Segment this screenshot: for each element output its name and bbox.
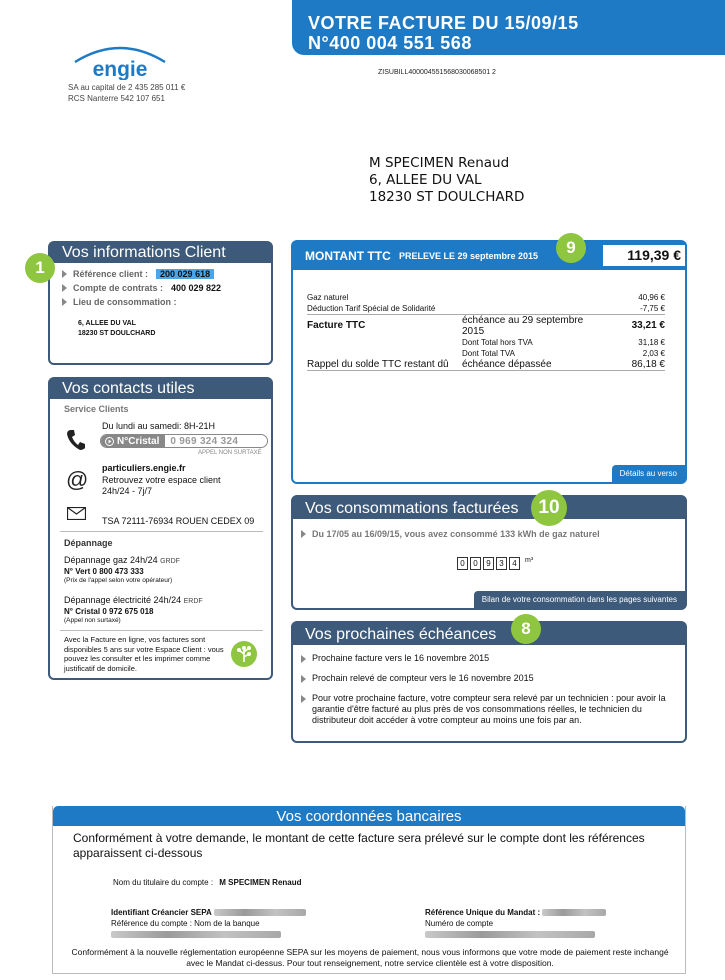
location-city: 18230 ST DOULCHARD (78, 330, 156, 337)
engie-logo (70, 40, 170, 80)
recipient-city: 18230 ST DOULCHARD (369, 189, 525, 205)
amount-line-label: Rappel du solde TTC restant dû (307, 359, 462, 371)
step-badge-10: 10 (531, 490, 567, 526)
elec-note: (Appel non surtaxé) (64, 617, 121, 624)
bank-details-box (52, 806, 686, 974)
amount-line-label (307, 348, 462, 359)
location-label: Lieu de consommation : (73, 297, 177, 307)
tree-icon (230, 640, 258, 668)
elec-provider: ERDF (183, 598, 203, 605)
location-address (78, 319, 155, 339)
consumption-desc (301, 529, 600, 539)
meter-digit: 3 (496, 557, 507, 570)
amount-line (307, 292, 665, 303)
account-holder (113, 878, 302, 887)
redacted-value (542, 909, 606, 916)
amount-line-label: Facture TTC (307, 320, 366, 331)
consumption-title: Vos consommations facturées (293, 497, 685, 519)
cristal-note: APPEL NON SURTAXÉ (198, 450, 262, 456)
gaz-number: N° Vert 0 800 473 333 (64, 567, 144, 576)
meter-unit: m³ (525, 557, 534, 564)
sepa-label: Identifiant Créancier SEPA (111, 908, 212, 917)
amount-line-value: 31,18 € (638, 337, 665, 347)
amount-lines (307, 292, 665, 371)
online-invoice-text: Avec la Facture en ligne, vos factures sont disponibles 5 ans sur votre Espace Client : vous pouvez les consulter et les imprimer comme justificatif de domicile. (64, 635, 224, 673)
meter-reading (457, 557, 533, 570)
cristal-label-text: N°Cristal (117, 435, 160, 447)
web-desc-2: 24h/24 - 7j/7 (102, 486, 153, 496)
contacts-box (48, 377, 273, 680)
meter-digit: 0 (457, 557, 468, 570)
contract-label: Compte de contrats : (73, 283, 164, 293)
amount-line-label (307, 337, 462, 348)
step-badge-1: 1 (25, 253, 55, 283)
mandate-label: Référence Unique du Mandat : (425, 908, 541, 917)
schedule-item-text: Prochaine facture vers le 16 novembre 2015 (312, 653, 490, 663)
amount-line (307, 348, 665, 359)
amount-line (307, 303, 665, 314)
holder-label: Nom du titulaire du compte : (113, 878, 214, 887)
schedule-list (301, 653, 681, 735)
step-badge-8: 8 (511, 614, 541, 644)
account-number-label: Numéro de compte (425, 919, 494, 928)
meter-digit: 9 (483, 557, 494, 570)
sepa-column (111, 907, 306, 940)
gaz-provider: GRDF (160, 558, 180, 565)
at-icon: @ (66, 467, 89, 492)
amount-line-mid: Dont Total TVA (462, 348, 515, 358)
web-desc-1: Retrouvez votre espace client (102, 475, 221, 485)
bank-intro: Conformément à votre demande, le montant de cette facture sera prélevé sur le compte dont les références apparaissent ci-dessous (73, 831, 645, 860)
schedule-item-text: Pour votre prochaine facture, votre compteur sera relevé par un technicien : pour avoir la garantie d'être facturé au plus près de vos consommations réelles, le technicien du distributeur doit accéder à votre compteur au moins une fois par an. (312, 693, 666, 725)
details-link[interactable]: Détails au verso (612, 465, 685, 482)
step-badge-9: 9 (556, 233, 586, 263)
amount-line-mid (462, 292, 605, 303)
schedule-item (301, 653, 681, 664)
recipient-name: M SPECIMEN Renaud (369, 155, 510, 171)
cristal-phone-badge[interactable] (100, 434, 268, 448)
amount-line (307, 314, 665, 337)
bilan-link[interactable]: Bilan de votre consommation dans les pages suivantes (474, 591, 685, 608)
amount-line-value: 86,18 € (605, 359, 665, 371)
arrow-icon (301, 675, 306, 683)
amount-box (291, 240, 687, 484)
location-street: 6, ALLEE DU VAL (78, 320, 136, 327)
contacts-title: Vos contacts utiles (50, 379, 271, 399)
amount-line-mid: échéance au 29 septembre 2015 (462, 314, 584, 337)
company-legal (68, 82, 185, 104)
divider (60, 630, 263, 631)
phone-icon (66, 429, 86, 451)
barcode-text: ZISUBILL400004551568030068501 2 (378, 69, 496, 76)
client-info-title: Vos informations Client (50, 243, 271, 263)
schedule-title: Vos prochaines échéances (293, 623, 685, 645)
amount-line-mid: échéance dépassée (462, 359, 605, 371)
web-link[interactable]: particuliers.engie.fr (102, 463, 186, 473)
recipient-address (369, 155, 524, 206)
arrow-icon (301, 655, 306, 663)
arrow-icon (301, 530, 306, 538)
amount-line-value: 40,96 € (638, 293, 665, 302)
recipient-street: 6, ALLEE DU VAL (369, 172, 482, 188)
amount-line-value: 33,21 € (631, 320, 665, 331)
amount-line-value: 2,03 € (642, 348, 665, 358)
amount-line-label: Déduction Tarif Spécial de Solidarité (307, 303, 462, 314)
arrow-icon (62, 298, 67, 306)
amount-line-mid (462, 303, 605, 314)
company-capital: SA au capital de 2 435 285 011 € (68, 83, 186, 92)
amount-line-value: -7,75 € (605, 303, 665, 314)
amount-title: MONTANT TTC (305, 249, 391, 263)
contract-row (62, 281, 221, 295)
amount-header (293, 242, 685, 270)
client-ref-value: 200 029 618 (156, 269, 214, 279)
invoice-header-band (292, 0, 725, 55)
prelevement-date: PRELEVE LE 29 septembre 2015 (399, 251, 539, 261)
location-row (62, 295, 221, 309)
divider (60, 531, 263, 532)
amount-line (307, 359, 665, 371)
company-rcs: RCS Nanterre 542 107 651 (68, 94, 165, 103)
amount-line (307, 337, 665, 348)
amount-line-mid: Dont Total hors TVA (462, 337, 533, 347)
client-ref-row (62, 267, 221, 281)
meter-digit: 0 (470, 557, 481, 570)
schedule-item-text: Prochain relevé de compteur vers le 16 novembre 2015 (312, 673, 534, 683)
schedule-item (301, 693, 681, 726)
redacted-value (425, 931, 595, 938)
holder-value: M SPECIMEN Renaud (219, 878, 302, 887)
depannage-label: Dépannage (64, 538, 113, 548)
cristal-label (101, 435, 165, 447)
arrow-icon (62, 284, 67, 292)
meter-digit: 4 (509, 557, 520, 570)
logo-text: engie (92, 58, 148, 80)
client-info-box (48, 241, 273, 365)
gaz-note: (Prix de l'appel selon votre opérateur) (64, 577, 173, 584)
redacted-value (214, 909, 306, 916)
bank-title: Vos coordonnées bancaires (53, 806, 685, 826)
service-clients-label: Service Clients (64, 404, 129, 414)
redacted-value (111, 931, 281, 938)
service-hours: Du lundi au samedi: 8H-21H (102, 421, 216, 431)
schedule-box (291, 621, 687, 743)
mandate-column (425, 907, 606, 940)
play-icon (105, 437, 114, 446)
gaz-title: Dépannage gaz 24h/24 (64, 555, 158, 565)
client-ref-label: Référence client : (73, 269, 149, 279)
account-ref-label: Référence du compte : Nom de la banque (111, 919, 260, 928)
amount-total: 119,39 € (603, 245, 685, 266)
invoice-title: VOTRE FACTURE DU 15/09/15 (308, 13, 579, 33)
cristal-number: 0 969 324 324 (170, 435, 239, 447)
amount-line-label: Gaz naturel (307, 293, 349, 302)
consumption-box (291, 495, 687, 610)
arrow-icon (62, 270, 67, 278)
elec-title: Dépannage électricité 24h/24 (64, 595, 182, 605)
arrow-icon (301, 695, 306, 703)
elec-number: N° Cristal 0 972 675 018 (64, 607, 154, 616)
envelope-icon (67, 507, 86, 520)
consumption-desc-text: Du 17/05 au 16/09/15, vous avez consommé 133 kWh de gaz naturel (312, 529, 600, 539)
schedule-item (301, 673, 681, 684)
invoice-number: N°400 004 551 568 (308, 33, 472, 53)
contract-value: 400 029 822 (171, 283, 222, 293)
sepa-footer: Conformément à la nouvelle réglementation européenne SEPA sur les moyens de paiement, nous vous informons que votre mode de paiement reste inchangé avec le Mandat ci-dessus. Pour tout renseignement, notre service clientèle est à votre disposition. (71, 947, 669, 968)
mail-address: TSA 72111-76934 ROUEN CEDEX 09 (102, 516, 255, 526)
